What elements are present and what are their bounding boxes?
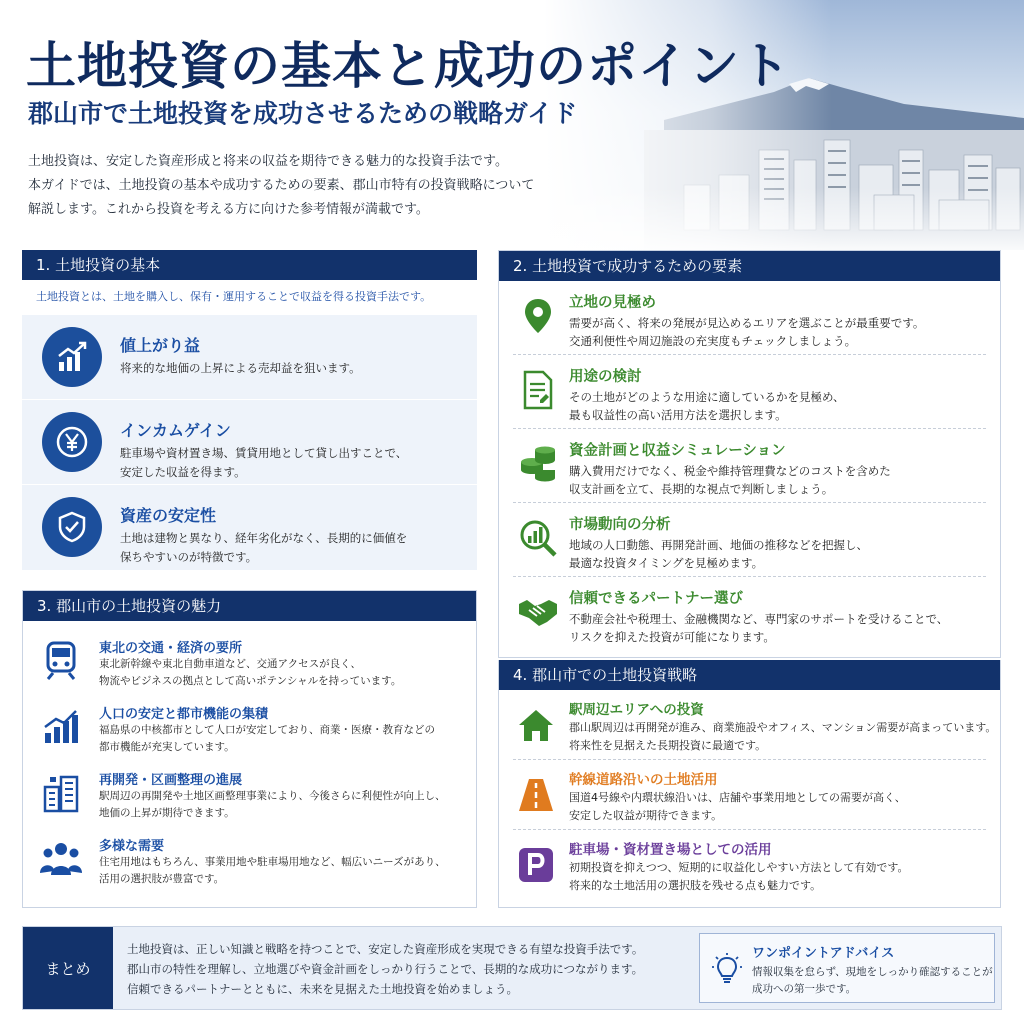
advice-box: [699, 933, 995, 1003]
item-title: 多様な需要: [99, 839, 165, 854]
summary-line: 郡山市の特性を理解し、立地選びや資金計画をしっかり行うことで、長期的な成功につながります。: [127, 962, 644, 976]
section-success-factors: [498, 250, 1001, 658]
desc-line: 収支計画を立て、長期的な視点で判断しましょう。: [569, 482, 834, 496]
item-title: 資産の安定性: [120, 506, 217, 525]
desc-line: 駅周辺の再開発や土地区画整理事業により、今後さらに利便性が向上し、: [99, 790, 446, 802]
intro-line: 解説します。これから投資を考える方に向けた参考情報が満載です。: [28, 202, 429, 217]
item-title: 資金計画と収益シミュレーション: [569, 443, 786, 459]
list-item: [513, 577, 986, 651]
list-item: [513, 429, 986, 503]
summary-line: 土地投資は、正しい知識と戦略を持つことで、安定した資産形成を実現できる有望な投資手法です。: [127, 942, 644, 956]
list-item: [513, 281, 986, 355]
page-title: 土地投資の基本と成功のポイント: [26, 36, 791, 95]
item-title: 人口の安定と都市機能の集積: [99, 707, 269, 722]
desc-line: 安定した収益を得ます。: [120, 465, 246, 479]
desc-line: 需要が高く、将来の発展が見込めるエリアを選ぶことが最重要です。: [569, 316, 925, 330]
item-desc: [569, 610, 948, 646]
summary-box: [22, 926, 1002, 1010]
item-title: 信頼できるパートナー選び: [569, 591, 743, 607]
item-title: 値上がり益: [120, 336, 201, 355]
desc-line: 物流やビジネスの拠点として高いポテンシャルを持っています。: [99, 675, 402, 687]
desc-line: 保ちやすいのが特徴です。: [120, 550, 258, 564]
desc-line: 住宅用地はもちろん、事業用地や駐車場用地など、幅広いニーズがあり、: [99, 856, 446, 868]
parking-icon: [515, 844, 557, 886]
desc-line: 東北新幹線や東北自動車道など、交通アクセスが良く、: [99, 658, 361, 670]
house-icon: [515, 704, 557, 746]
item-desc: [120, 529, 407, 567]
item-desc: [569, 859, 908, 895]
road-icon: [515, 774, 557, 816]
list-item: [513, 830, 986, 900]
rising-chart-icon: [42, 327, 102, 387]
desc-line: 地価の上昇が期待できます。: [99, 807, 235, 819]
advice-text: [752, 964, 993, 998]
coins-icon: [517, 443, 559, 485]
desc-line: リスクを抑えた投資が可能になります。: [569, 630, 775, 644]
desc-line: 最も収益性の高い活用方法を選択します。: [569, 408, 787, 422]
item-desc: [569, 536, 868, 572]
intro-line: 土地投資は、安定した資産形成と将来の収益を期待できる魅力的な投資手法です。: [28, 154, 508, 169]
item-title: 東北の交通・経済の要所: [99, 641, 243, 656]
item-title: 駅周辺エリアへの投資: [569, 702, 704, 718]
desc-line: 不動産会社や税理士、金融機関など、専門家のサポートを受けることで、: [569, 612, 949, 626]
shield-icon: [42, 497, 102, 557]
summary-text: [127, 939, 643, 999]
item-title: 市場動向の分析: [569, 517, 671, 533]
desc-line: 土地は建物と異なり、経年劣化がなく、長期的に価値を: [120, 531, 408, 545]
advice-line: 情報収集を怠らず、現地をしっかり確認することが: [752, 966, 993, 978]
list-item: [22, 314, 477, 399]
list-item: [23, 825, 476, 891]
section-heading: 4. 郡山市での土地投資戦略: [499, 660, 1000, 690]
page-subtitle: 郡山市で土地投資を成功させるための戦略ガイド: [28, 99, 578, 128]
list-item: [513, 760, 986, 830]
list-item: [513, 355, 986, 429]
list-item: [22, 484, 477, 569]
desc-line: 初期投資を抑えつつ、短期的に収益化しやすい方法として有効です。: [569, 861, 909, 874]
list-item: [22, 399, 477, 484]
list-item: [513, 690, 997, 760]
item-title: 再開発・区画整理の進展: [99, 773, 243, 788]
desc-line: 都市機能が充実しています。: [99, 741, 235, 753]
item-desc: [569, 719, 996, 755]
intro-line: 本ガイドでは、土地投資の基本や成功するための要素、郡山市特有の投資戦略について: [28, 178, 535, 193]
section-koriyama-appeal: [22, 590, 477, 908]
advice-title: ワンポイントアドバイス: [752, 946, 895, 961]
list-item: [23, 759, 476, 825]
people-icon: [39, 837, 83, 881]
advice-line: 成功への第一歩です。: [752, 983, 857, 995]
desc-line: 安定した収益が期待できます。: [569, 809, 723, 822]
item-desc: [99, 788, 446, 822]
map-pin-icon: [517, 295, 559, 337]
list-item: [23, 693, 476, 759]
item-desc: [569, 388, 845, 424]
item-desc: [99, 854, 446, 888]
desc-line: 将来性を見据えた長期投資に最適です。: [569, 739, 767, 752]
item-desc: [569, 789, 906, 825]
desc-line: 国道4号線や内環状線沿いは、店舗や事業用地としての需要が高く、: [569, 791, 906, 804]
summary-label: まとめ: [23, 927, 113, 1009]
section-heading: 1. 土地投資の基本: [22, 250, 477, 280]
section-heading: 2. 土地投資で成功するための要素: [499, 251, 1000, 281]
growth-chart-icon: [39, 705, 83, 749]
desc-line: 福島県の中核都市として人口が安定しており、商業・医療・教育などの: [99, 724, 435, 736]
buildings-icon: [39, 771, 83, 815]
desc-line: 将来的な地価の上昇による売却益を狙います。: [120, 361, 361, 375]
desc-line: その土地がどのような用途に適しているかを見極め、: [569, 390, 845, 404]
list-item: [23, 627, 476, 693]
item-desc: [569, 462, 891, 498]
desc-line: 地域の人口動態、再開発計画、地価の推移などを把握し、: [569, 538, 868, 552]
desc-line: 活用の選択肢が豊富です。: [99, 873, 225, 885]
section-lead: 土地投資とは、土地を購入し、保有・運用することで収益を得る投資手法です。: [22, 280, 477, 314]
section-koriyama-strategy: [498, 660, 1001, 908]
item-title: 立地の見極め: [569, 295, 656, 311]
item-desc: [99, 722, 435, 756]
yen-coin-icon: [42, 412, 102, 472]
section-basics: [22, 250, 477, 570]
item-title: 幹線道路沿いの土地活用: [569, 772, 718, 788]
desc-line: 郡山駅周辺は再開発が進み、商業施設やオフィス、マンション需要が高まっています。: [569, 721, 997, 734]
desc-line: 駐車場や資材置き場、賃貸用地として貸し出すことで、: [120, 446, 408, 460]
lightbulb-icon: [710, 952, 744, 986]
handshake-icon: [517, 591, 559, 633]
item-title: インカムゲイン: [120, 421, 231, 440]
intro-text: [28, 150, 628, 222]
magnifier-chart-icon: [517, 517, 559, 559]
list-item: [513, 503, 986, 577]
item-desc: [120, 359, 361, 378]
item-desc: [120, 444, 407, 482]
desc-line: 交通利便性や周辺施設の充実度もチェックしましょう。: [569, 334, 857, 348]
train-icon: [39, 639, 83, 683]
summary-line: 信頼できるパートナーとともに、未来を見据えた土地投資を始めましょう。: [127, 982, 518, 996]
document-icon: [517, 369, 559, 411]
item-desc: [569, 314, 924, 350]
item-title: 用途の検討: [569, 369, 642, 385]
desc-line: 将来的な土地活用の選択肢を残せる点も魅力です。: [569, 879, 822, 892]
item-desc: [99, 656, 401, 690]
desc-line: 購入費用だけでなく、税金や維持管理費などのコストを含めた: [569, 464, 891, 478]
hero: [0, 0, 1024, 250]
section-heading: 3. 郡山市の土地投資の魅力: [23, 591, 476, 621]
desc-line: 最適な投資タイミングを見極めます。: [569, 556, 764, 570]
item-title: 駐車場・資材置き場としての活用: [569, 842, 772, 858]
